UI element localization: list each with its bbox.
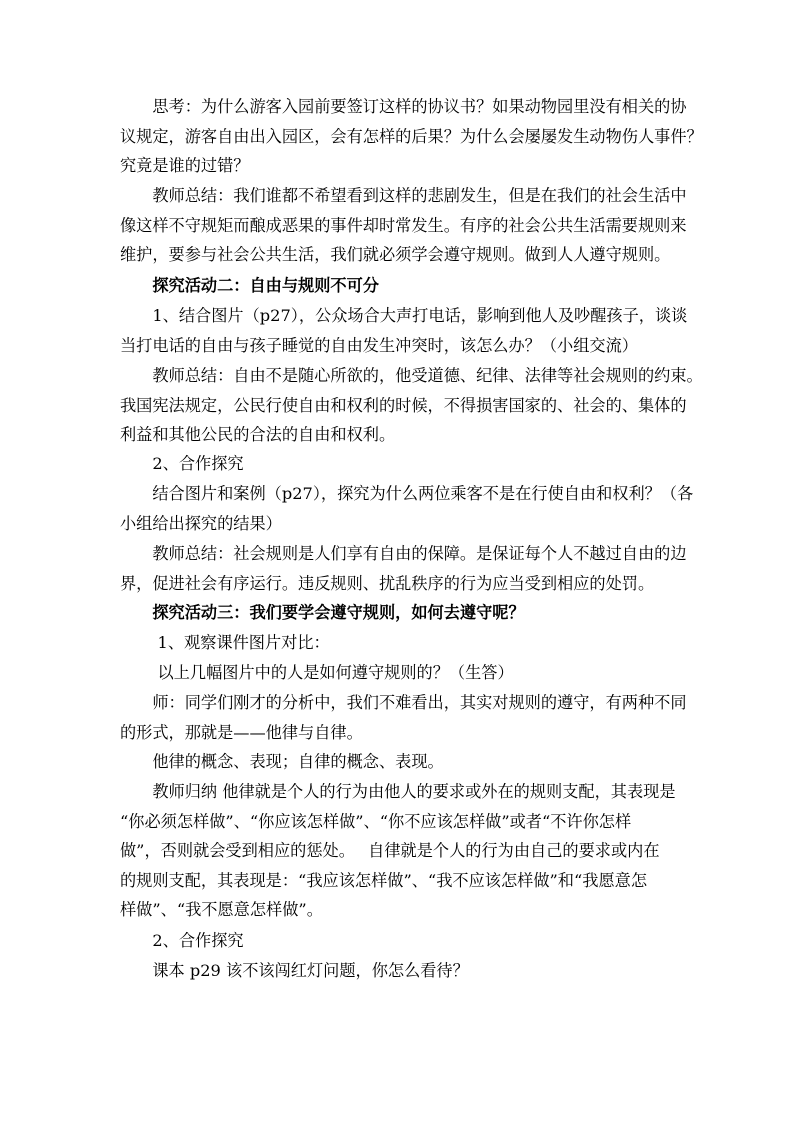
text-line: 像这样不守规矩而酿成恶果的事件却时常发生。有序的社会公共生活需要规则来 [120, 215, 687, 235]
text-line: 1、结合图片（p27），公众场合大声打电话，影响到他人及吵醒孩子，谈谈 [120, 306, 688, 325]
text-line: 维护，要参与社会公共生活，我们就必须学会遵守规则。做到人人遵守规则。 [120, 245, 671, 265]
heading-activity-three [120, 598, 680, 628]
text-line: 1、观察课件图片对比： [120, 633, 330, 652]
text-line: 教师归纳 他律就是个人的行为由他人的要求或外在的规则支配，其表现是 [120, 782, 676, 801]
text-line: 究竟是谁的过错？ [120, 156, 250, 176]
text-line: 教师总结：社会规则是人们享有自由的保障。是保证每个人不越过自由的边 [120, 544, 687, 563]
text-line: 2、合作探究 [120, 931, 244, 950]
paragraph-red-light-question [120, 956, 680, 986]
paragraph-concepts [120, 747, 680, 777]
text-line: 他律的概念、表现；自律的概念、表现。 [120, 752, 444, 771]
text-line: 思考：为什么游客入园前要签订这样的协议书？如果动物园里没有相关的协 [120, 97, 687, 116]
paragraph-teacher-summary-2 [120, 361, 703, 450]
paragraph-think-question [120, 92, 703, 181]
paragraph-teacher-analysis [120, 688, 687, 747]
heading-activity-two [120, 271, 680, 301]
text-line: 的规则支配，其表现是：“我应该怎样做”、“我不应该怎样做”和“我愿意怎 [120, 870, 648, 890]
paragraph-teacher-summary-1 [120, 181, 687, 270]
text-line: 的形式，那就是——他律与自律。 [120, 722, 363, 742]
text-line: 界，促进社会有序运行。违反规则、扰乱秩序的行为应当受到相应的处罚。 [120, 573, 655, 593]
text-line: 以上几幅图片中的人是如何遵守规则的？（生答） [120, 663, 514, 682]
paragraph-teacher-summary-3 [120, 539, 687, 598]
text-line: 教师总结：自由不是随心所欲的，他受道德、纪律、法律等社会规则的约束。 [120, 366, 703, 385]
text-line: 师：同学们刚才的分析中，我们不难看出，其实对规则的遵守，有两种不同 [120, 693, 687, 712]
text-line: 教师总结：我们谁都不希望看到这样的悲剧发生，但是在我们的社会生活中 [120, 186, 687, 205]
text-line: 2、合作探究 [120, 454, 244, 473]
text-line: 议规定，游客自由出入园区，会有怎样的后果？为什么会屡屡发生动物伤人事件？ [120, 126, 703, 146]
text-line: 课本 p29 该不该闯红灯问题，你怎么看待？ [120, 961, 469, 980]
paragraph-pictures-cases [120, 479, 694, 538]
paragraph-question-students [120, 658, 680, 688]
text-line: 探究活动三：我们要学会遵守规则，如何去遵守呢？ [120, 603, 525, 622]
text-line: “你必须怎样做”、“你应该怎样做”、“你不应该怎样做”或者“不许你怎样 [120, 811, 632, 831]
text-line: 探究活动二：自由与规则不可分 [120, 276, 379, 295]
text-line: 样做”、“我不愿意怎样做”。 [120, 900, 323, 920]
paragraph-teacher-conclusion [120, 777, 680, 925]
heading-cooperative-inquiry-1 [120, 449, 680, 479]
paragraph-activity-two-item-1 [120, 301, 688, 360]
text-line: 小组给出探究的结果） [120, 513, 282, 533]
text-line: 当打电话的自由与孩子睡觉的自由发生冲突时，该怎么办？（小组交流） [120, 335, 638, 355]
text-line: 做”，否则就会受到相应的惩处。 自律就是个人的行为由自己的要求或内在 [120, 841, 660, 861]
text-line: 利益和其他公民的合法的自由和权利。 [120, 425, 396, 445]
text-line: 我国宪法规定，公民行使自由和权利的时候，不得损害国家的、社会的、集体的 [120, 395, 687, 415]
heading-cooperative-inquiry-2 [120, 926, 680, 956]
text-line: 结合图片和案例（p27），探究为什么两位乘客不是在行使自由和权利？（各 [120, 484, 694, 503]
paragraph-observe-pictures [120, 628, 680, 658]
